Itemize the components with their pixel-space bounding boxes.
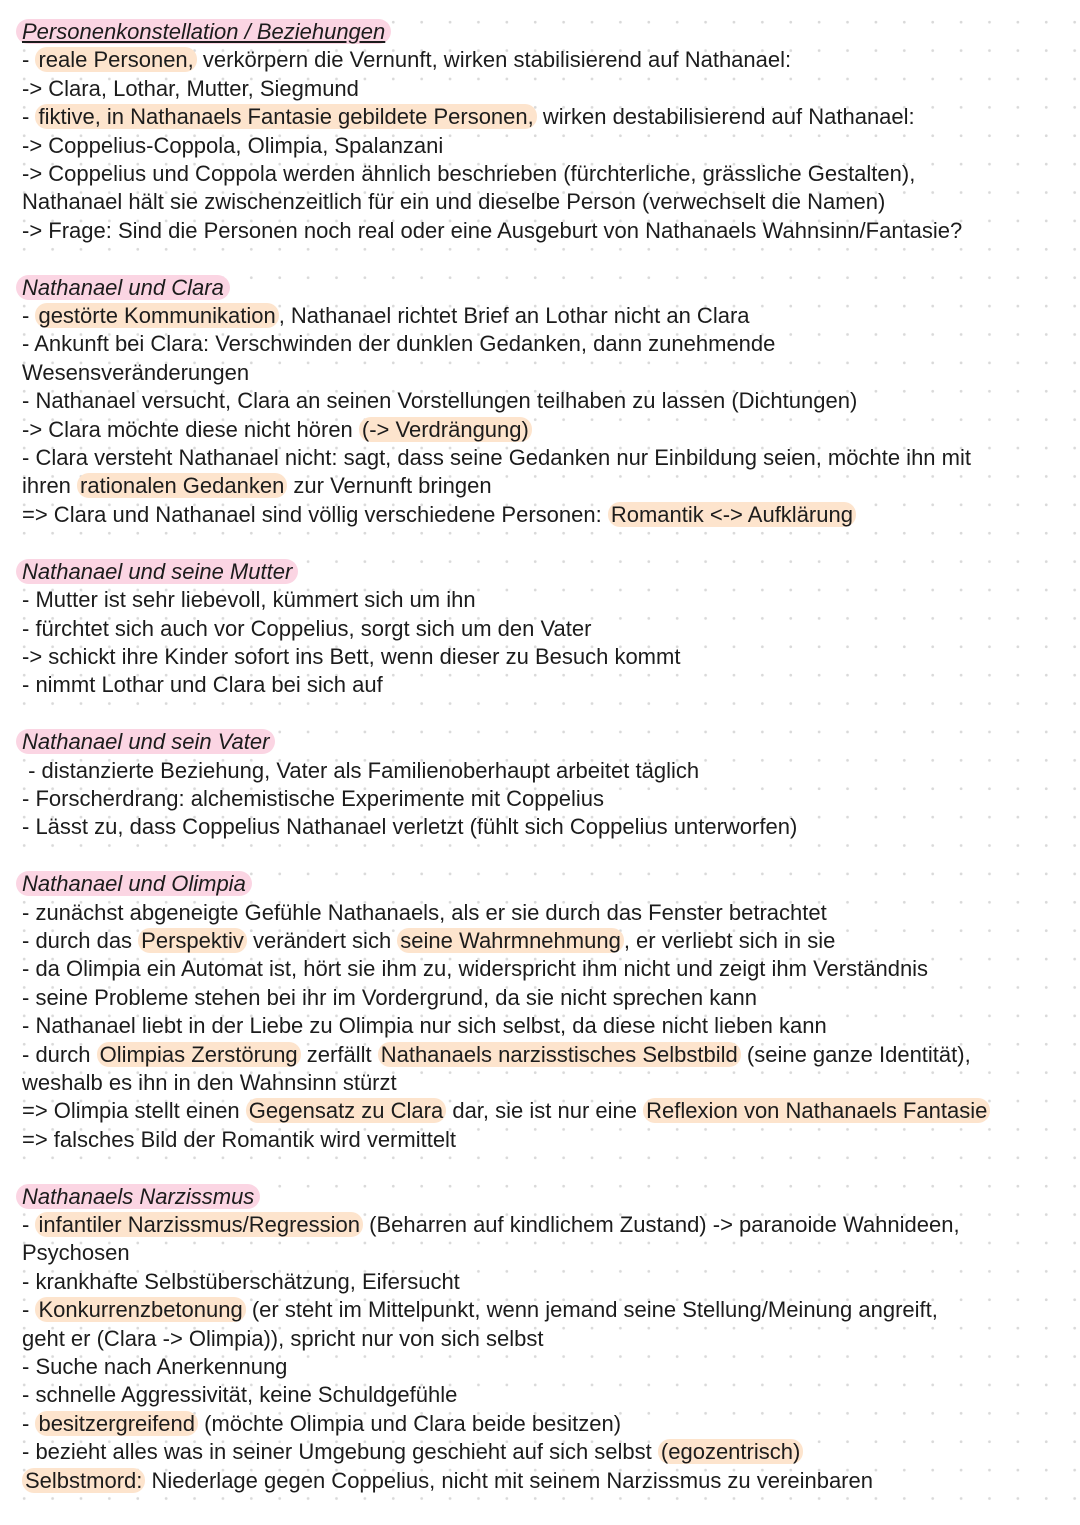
- note-text: wirken destabilisierend auf Nathanael:: [536, 104, 915, 130]
- note-line: [22, 444, 1060, 472]
- note-text: - fürchtet sich auch vor Coppelius, sorgt sich um den Vater: [22, 615, 592, 641]
- note-line: [22, 757, 1060, 785]
- note-text: -: [22, 1410, 36, 1436]
- note-text: - durch: [22, 1041, 97, 1067]
- highlighted-text: Gegensatz zu Clara: [246, 1098, 446, 1123]
- note-text: (er steht im Mittelpunkt, wenn jemand seine Stellung/Meinung angreift,: [245, 1297, 938, 1323]
- highlighted-text: besitzergreifend: [35, 1411, 198, 1436]
- note-text: -> Frage: Sind die Personen noch real oder eine Ausgeburt von Nathanaels Wahnsinn/Fantasie?: [22, 217, 963, 243]
- note-line: [22, 899, 1060, 927]
- highlighted-text: reale Personen,: [35, 47, 196, 72]
- note-line: [22, 1097, 1060, 1125]
- highlighted-text: Perspektiv: [138, 928, 247, 953]
- note-text: - Nathanael liebt in der Liebe zu Olimpia nur sich selbst, da diese nicht lieben kann: [22, 1013, 827, 1039]
- note-line: [22, 302, 1060, 330]
- note-text: zur Vernunft bringen: [287, 473, 492, 499]
- note-text: Wesensveränderungen: [22, 359, 250, 385]
- note-text: - nimmt Lothar und Clara bei sich auf: [22, 672, 383, 698]
- note-line: [22, 1041, 1060, 1069]
- note-text: - krankhafte Selbstüberschätzung, Eifersucht: [22, 1268, 460, 1294]
- note-text: -> Coppelius-Coppola, Olimpia, Spalanzani: [22, 132, 444, 158]
- highlighted-text: rationalen Gedanken: [77, 473, 287, 498]
- note-text: -: [22, 47, 36, 73]
- note-line: [22, 1325, 1060, 1353]
- note-line: [22, 813, 1060, 841]
- note-text: geht er (Clara -> Olimpia)), spricht nur von sich selbst: [22, 1325, 544, 1351]
- heading-text: Nathanael und sein Vater: [16, 729, 275, 754]
- note-text: - Lässt zu, dass Coppelius Nathanael verletzt (fühlt sich Coppelius unterworfen): [22, 814, 798, 840]
- note-text: - schnelle Aggressivität, keine Schuldgefühle: [22, 1382, 458, 1408]
- note-text: -> schickt ihre Kinder sofort ins Bett, wenn dieser zu Besuch kommt: [22, 643, 681, 669]
- section-heading: [22, 870, 1060, 898]
- note-line: [22, 671, 1060, 699]
- section-gap: [22, 1154, 1060, 1182]
- note-line: [22, 387, 1060, 415]
- note-text: -: [22, 1297, 36, 1323]
- note-line: [22, 1467, 1060, 1495]
- highlighted-text: (egozentrisch): [658, 1439, 803, 1464]
- highlighted-text: gestörte Kommunikation: [35, 303, 278, 328]
- note-line: [22, 46, 1060, 74]
- highlighted-text: fiktive, in Nathanaels Fantasie gebildete Personen,: [35, 104, 536, 129]
- note-line: [22, 160, 1060, 188]
- note-text: - Nathanael versucht, Clara an seinen Vorstellungen teilhaben zu lassen (Dichtungen): [22, 388, 858, 414]
- note-line: [22, 132, 1060, 160]
- note-text: -> Clara, Lothar, Mutter, Siegmund: [22, 75, 359, 101]
- note-line: [22, 1438, 1060, 1466]
- highlighted-text: Olimpias Zerstörung: [97, 1042, 301, 1067]
- highlighted-text: Romantik <-> Aufklärung: [608, 502, 856, 527]
- note-text: - Forscherdrang: alchemistische Experimente mit Coppelius: [22, 785, 605, 811]
- note-text: verkörpern die Vernunft, wirken stabilisierend auf Nathanael:: [196, 47, 792, 73]
- note-text: - seine Probleme stehen bei ihr im Vordergrund, da sie nicht sprechen kann: [22, 984, 757, 1010]
- note-text: -: [22, 1211, 36, 1237]
- note-line: [22, 1410, 1060, 1438]
- note-text: Nathanael hält sie zwischenzeitlich für ein und dieselbe Person (verwechselt die Namen): [22, 189, 886, 215]
- note-text: - Mutter ist sehr liebevoll, kümmert sich um ihn: [22, 587, 476, 613]
- section-heading: [22, 558, 1060, 586]
- section-heading: [22, 274, 1060, 302]
- heading-text: Nathanael und seine Mutter: [16, 559, 298, 584]
- highlighted-text: Nathanaels narzisstisches Selbstbild: [378, 1042, 741, 1067]
- heading-text: Nathanael und Clara: [16, 275, 230, 300]
- section-gap: [22, 700, 1060, 728]
- section-gap: [22, 529, 1060, 557]
- note-line: [22, 1211, 1060, 1239]
- note-line: [22, 984, 1060, 1012]
- heading-text: Personenkonstellation / Beziehungen: [16, 19, 391, 44]
- note-text: (möchte Olimpia und Clara beide besitzen): [198, 1410, 622, 1436]
- highlighted-text: Konkurrenzbetonung: [35, 1297, 245, 1322]
- section-heading: [22, 1183, 1060, 1211]
- note-line: [22, 643, 1060, 671]
- note-line: [22, 103, 1060, 131]
- note-text: -> Coppelius und Coppola werden ähnlich beschrieben (fürchterliche, grässliche Gestalten),: [22, 161, 916, 187]
- note-text: => Olimpia stellt einen: [22, 1098, 246, 1124]
- note-text: -: [22, 104, 36, 130]
- section-gap: [22, 842, 1060, 870]
- note-text: Niederlage gegen Coppelius, nicht mit seinem Narzissmus zu vereinbaren: [145, 1467, 873, 1493]
- note-text: verändert sich: [246, 927, 398, 953]
- highlighted-text: Reflexion von Nathanaels Fantasie: [643, 1098, 990, 1123]
- highlighted-text: seine Wahrmnehmung: [397, 928, 624, 953]
- note-text: - bezieht alles was in seiner Umgebung geschieht auf sich selbst: [22, 1439, 658, 1465]
- note-text: (Beharren auf kindlichem Zustand) -> paranoide Wahnideen,: [363, 1211, 960, 1237]
- note-line: [22, 955, 1060, 983]
- note-text: - durch das: [22, 927, 139, 953]
- note-line: [22, 1268, 1060, 1296]
- note-line: [22, 330, 1060, 358]
- note-text: - Suche nach Anerkennung: [22, 1354, 288, 1380]
- note-text: => falsches Bild der Romantik wird vermittelt: [22, 1126, 457, 1152]
- note-line: [22, 217, 1060, 245]
- section-gap: [22, 245, 1060, 273]
- note-text: (seine ganze Identität),: [740, 1041, 971, 1067]
- note-text: , er verliebt sich in sie: [623, 927, 836, 953]
- note-text: - Ankunft bei Clara: Verschwinden der dunklen Gedanken, dann zunehmende: [22, 331, 776, 357]
- highlighted-text: infantiler Narzissmus/Regression: [35, 1212, 363, 1237]
- note-line: [22, 586, 1060, 614]
- note-text: -: [22, 303, 36, 329]
- section-heading: [22, 18, 1060, 46]
- note-text: - da Olimpia ein Automat ist, hört sie ihm zu, widerspricht ihm nicht und zeigt ihm Verständnis: [22, 956, 929, 982]
- note-text: - Clara versteht Nathanael nicht: sagt, dass seine Gedanken nur Einbildung seien, möchte ihn mit: [22, 445, 971, 471]
- note-text: Psychosen: [22, 1240, 130, 1266]
- note-text: -> Clara möchte diese nicht hören: [22, 416, 359, 442]
- highlighted-text: Selbstmord:: [22, 1468, 145, 1493]
- note-line: [22, 927, 1060, 955]
- note-text: => Clara und Nathanael sind völlig verschiedene Personen:: [22, 501, 608, 527]
- note-text: , Nathanael richtet Brief an Lothar nicht an Clara: [278, 303, 750, 329]
- note-line: [22, 1239, 1060, 1267]
- note-text: - zunächst abgeneigte Gefühle Nathanaels, als er sie durch das Fenster betrachtet: [22, 899, 827, 925]
- highlighted-text: (-> Verdrängung): [359, 417, 532, 442]
- note-text: weshalb es ihn in den Wahnsinn stürzt: [22, 1069, 397, 1095]
- note-line: [22, 785, 1060, 813]
- note-line: [22, 1353, 1060, 1381]
- section-heading: [22, 728, 1060, 756]
- note-text: ihren: [22, 473, 78, 499]
- note-line: [22, 1069, 1060, 1097]
- note-line: [22, 416, 1060, 444]
- heading-text: Nathanael und Olimpia: [16, 871, 252, 896]
- note-text: dar, sie ist nur eine: [446, 1098, 644, 1124]
- note-line: [22, 75, 1060, 103]
- note-line: [22, 1012, 1060, 1040]
- note-line: [22, 188, 1060, 216]
- note-line: [22, 359, 1060, 387]
- note-line: [22, 1126, 1060, 1154]
- note-text: - distanzierte Beziehung, Vater als Familienoberhaupt arbeitet täglich: [22, 757, 700, 783]
- note-line: [22, 501, 1060, 529]
- note-text: zerfällt: [300, 1041, 378, 1067]
- note-line: [22, 615, 1060, 643]
- note-line: [22, 1381, 1060, 1409]
- heading-text: Nathanaels Narzissmus: [16, 1184, 260, 1209]
- note-line: [22, 472, 1060, 500]
- note-line: [22, 1296, 1060, 1324]
